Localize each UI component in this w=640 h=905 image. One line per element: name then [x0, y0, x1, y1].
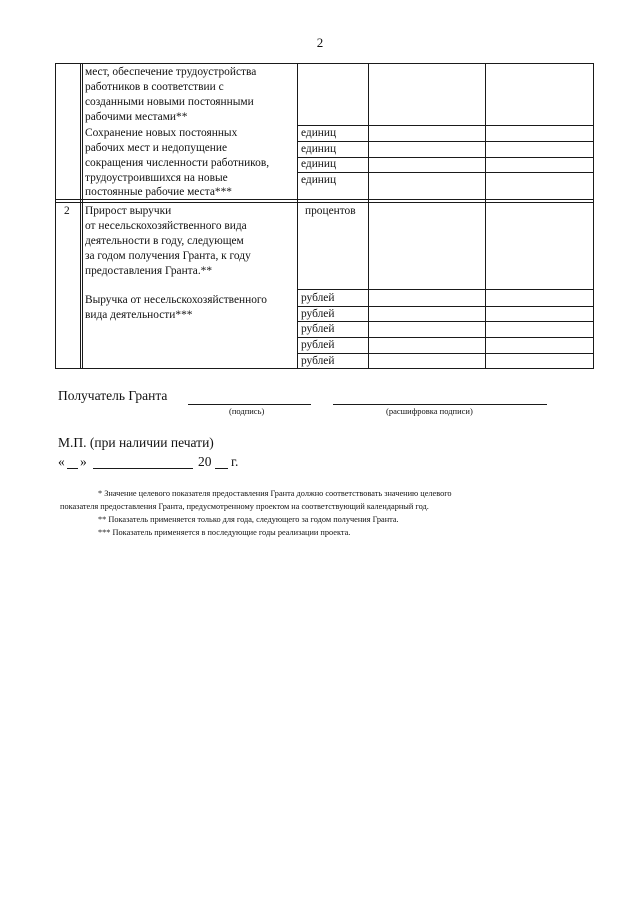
unit-cell: рублей — [301, 355, 335, 367]
signature-caption: (подпись) — [229, 406, 265, 416]
date-close-quote: » — [80, 454, 87, 469]
table-row-divider — [297, 337, 593, 338]
table-row-divider — [297, 353, 593, 354]
indicator-text-line: рабочими местами** — [85, 111, 188, 123]
table-row-divider — [297, 289, 593, 290]
signature-line — [188, 404, 311, 405]
footnote-1-cont: показателя предоставления Гранта, предусмотренному проектом на соответствующий календарный год. — [60, 502, 429, 511]
indicator-text-line: постоянные рабочие места*** — [85, 186, 232, 198]
table-col-divider — [485, 63, 486, 369]
indicator-text-line: сокращения численности работников, — [85, 157, 270, 169]
date-year-line — [215, 468, 228, 469]
date-month-line — [93, 468, 193, 469]
date-open-quote: « — [58, 454, 65, 469]
indicator-text-line: Прирост выручки — [85, 205, 172, 217]
indicator-text-line: работников в соответствии с — [85, 81, 224, 93]
footnote-2: ** Показатель применяется только для года, следующего за годом получения Гранта. — [98, 515, 399, 524]
table-border-right — [593, 63, 594, 369]
table-row-divider — [297, 141, 593, 142]
date-suffix: г. — [231, 454, 239, 469]
row-number: 2 — [64, 205, 70, 217]
unit-cell: рублей — [301, 292, 335, 304]
page-number: 2 — [316, 35, 324, 50]
footnote-3: *** Показатель применяется в последующие годы реализации проекта. — [98, 528, 351, 537]
indicator-text-line: рабочих мест и недопущение — [85, 142, 228, 154]
table-col-divider — [297, 63, 298, 369]
table-col-divider — [80, 63, 81, 369]
unit-cell: процентов — [305, 205, 356, 217]
indicator-text-line: предоставления Гранта.** — [85, 265, 213, 277]
table-row-divider — [297, 125, 593, 126]
table-col-divider — [368, 63, 369, 369]
indicator-text-line: созданными новыми постоянными — [85, 96, 254, 108]
indicator-text-line: мест, обеспечение трудоустройства — [85, 66, 257, 78]
indicator-text-line: Сохранение новых постоянных — [85, 127, 238, 139]
recipient-label: Получатель Гранта — [58, 388, 168, 403]
table-col-divider — [82, 63, 83, 369]
indicator-text-line: вида деятельности*** — [85, 309, 193, 321]
indicator-text-line: за годом получения Гранта, к году — [85, 250, 251, 262]
table-row-divider — [297, 321, 593, 322]
footnote-1: * Значение целевого показателя предоставления Гранта должно соответствовать значению целевого — [98, 489, 452, 498]
unit-cell: рублей — [301, 339, 335, 351]
table-row-divider — [55, 202, 594, 203]
unit-cell: единиц — [301, 158, 337, 170]
table-border-top — [55, 63, 594, 64]
indicator-text-line: деятельности в году, следующем — [85, 235, 244, 247]
table-row-divider — [297, 157, 593, 158]
indicator-text-line: Выручка от несельскохозяйственного — [85, 294, 268, 306]
indicator-text-line: трудоустроившихся на новые — [85, 172, 228, 184]
unit-cell: единиц — [301, 174, 337, 186]
decode-caption: (расшифровка подписи) — [386, 406, 473, 416]
table-border-left — [55, 63, 56, 369]
table-row-divider — [297, 172, 593, 173]
indicator-table — [55, 63, 594, 369]
unit-cell: единиц — [301, 143, 337, 155]
decode-line — [333, 404, 547, 405]
unit-cell: рублей — [301, 323, 335, 335]
indicator-text-line: от несельскохозяйственного вида — [85, 220, 247, 232]
stamp-label: М.П. (при наличии печати) — [58, 435, 214, 450]
unit-cell: рублей — [301, 308, 335, 320]
date-day-line — [67, 468, 78, 469]
table-row-divider — [297, 306, 593, 307]
unit-cell: единиц — [301, 127, 337, 139]
date-year-prefix: 20 — [198, 454, 212, 469]
